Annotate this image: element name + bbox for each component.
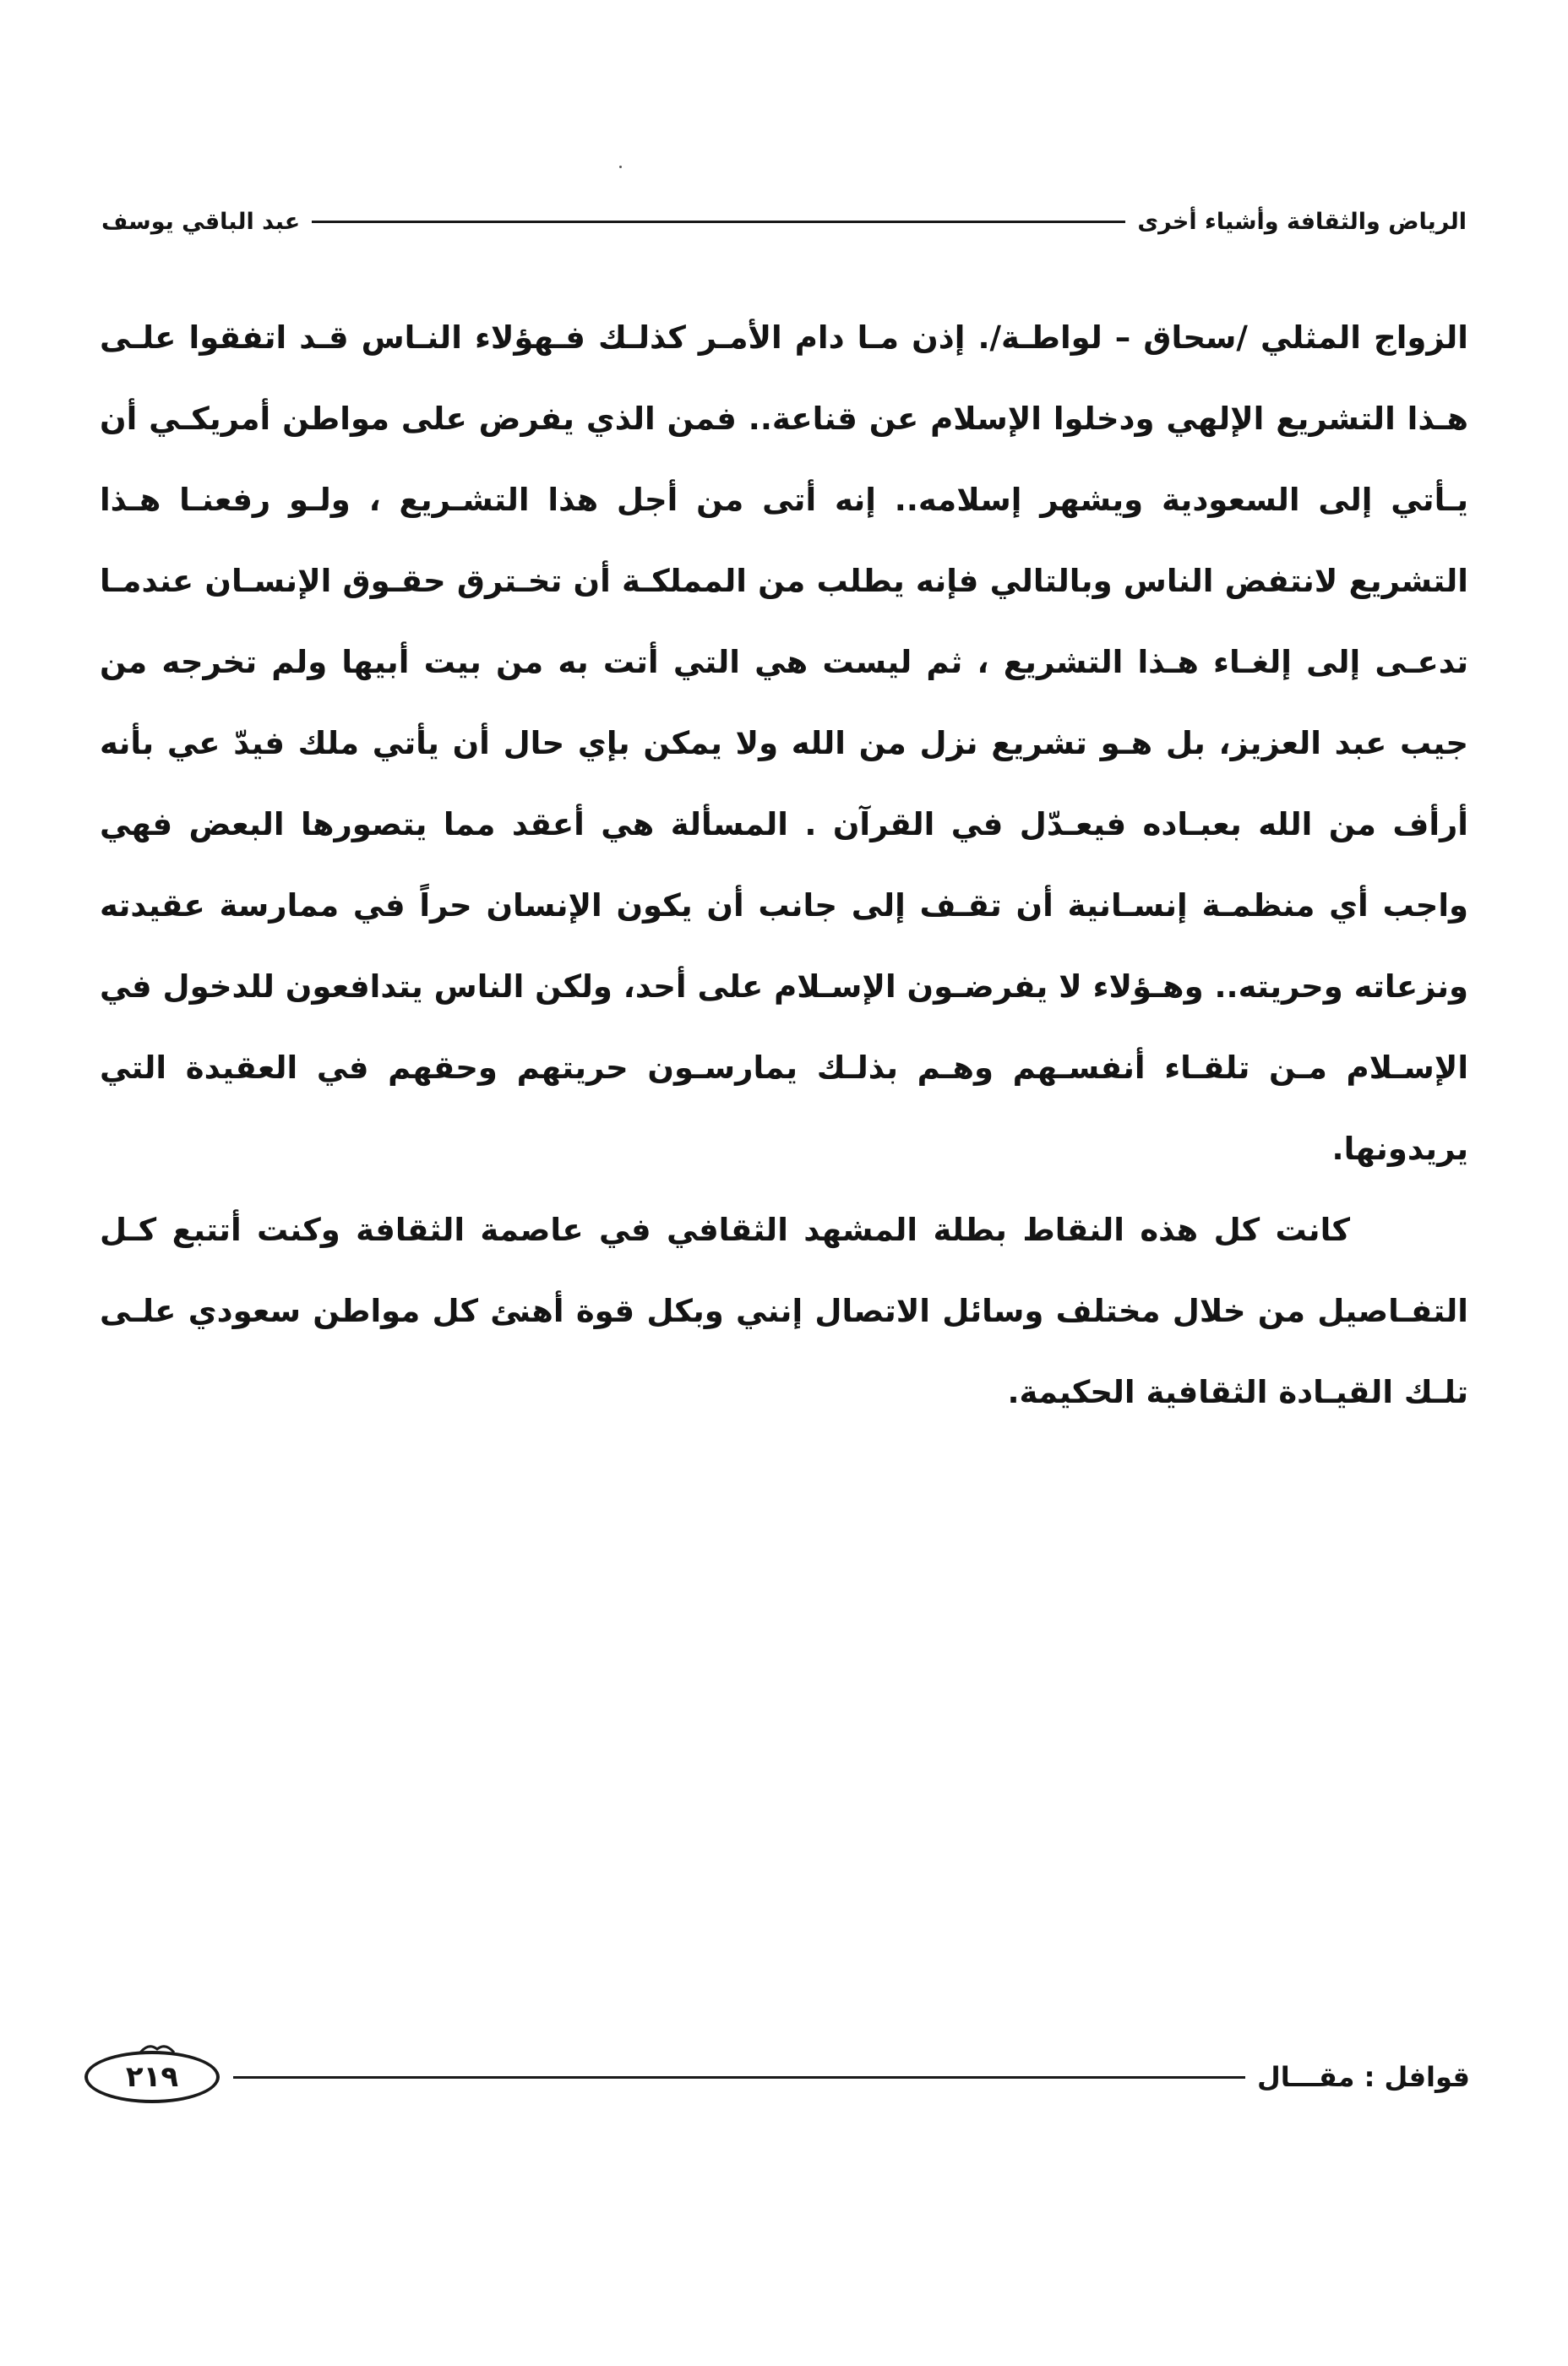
paragraph-1: الزواج المثلي /سحاق – لواطـة/. إذن مـا دام الأمـر كذلـك فـهؤلاء النـاس قـد اتفقوا علـى هـذا التشريع الإلهي ودخلوا الإسلام عن قناعة.. فمن الذي يفرض على مواطن أمريكـي أن يـأتي إلى السعودية ويشهر إسلامه.. إنه أتى من أجل هذا التشـريع ، ولـو رفعنـا هـذا التشريع لانتفض الناس وبالتالي فإنه يطلب من المملكـة أن تخـترق حقـوق الإنسـان عندمـا تدعـى إلى إلغـاء هـذا التشريع ، ثم ليست هي التي أتت به من بيت أبيها ولم تخرجه من جيب عبد العزيز، بل هـو تشريع نزل من الله ولا يمكن بإي حال أن يأتي ملك فيدّ عي بأنه أرأف من الله بعبـاده فيعـدّل في القرآن . المسألة هي أعقد مما يتصورها البعض فهي واجب أي منظمـة إنسـانية أن تقـف إلى جانب أن يكون الإنسان حراً في ممارسة عقيدته ونزعاته وحريته.. وهـؤلاء لا يفرضـون الإسـلام على أحد، ولكن الناس يتدافعون للدخول في الإسـلام مـن تلقـاء أنفسـهم وهـم بذلـك يمارسـون حريتهم وحقهم في العقيدة التي يريدونها.: [100, 319, 1468, 1167]
page-footer: [84, 2043, 1470, 2111]
header-rule: [312, 221, 1125, 223]
author-name: عبد الباقي يوسف: [101, 208, 301, 235]
footer-rule: [233, 2076, 1245, 2079]
article-body: [100, 297, 1468, 1433]
footer-label: قوافل : مقـــال: [1256, 2061, 1470, 2093]
page-number: ٢١٩: [125, 2060, 179, 2094]
page-number-badge: [84, 2051, 220, 2103]
running-header: [101, 196, 1467, 247]
paragraph-2: كانت كل هذه النقاط بطلة المشهد الثقافي في عاصمة الثقافة وكنت أتتبع كـل التفـاصيل من خلال مختلف وسائل الاتصال إنني وبكل قوة أهنئ كل مواطن سعودي علـى تلـك القيـادة الثقافية الحكيمة.: [100, 1212, 1468, 1410]
page-speck: [619, 166, 622, 168]
book-title: الرياض والثقافة وأشياء أخرى: [1137, 208, 1467, 235]
badge-flourish-icon: [139, 2042, 176, 2054]
